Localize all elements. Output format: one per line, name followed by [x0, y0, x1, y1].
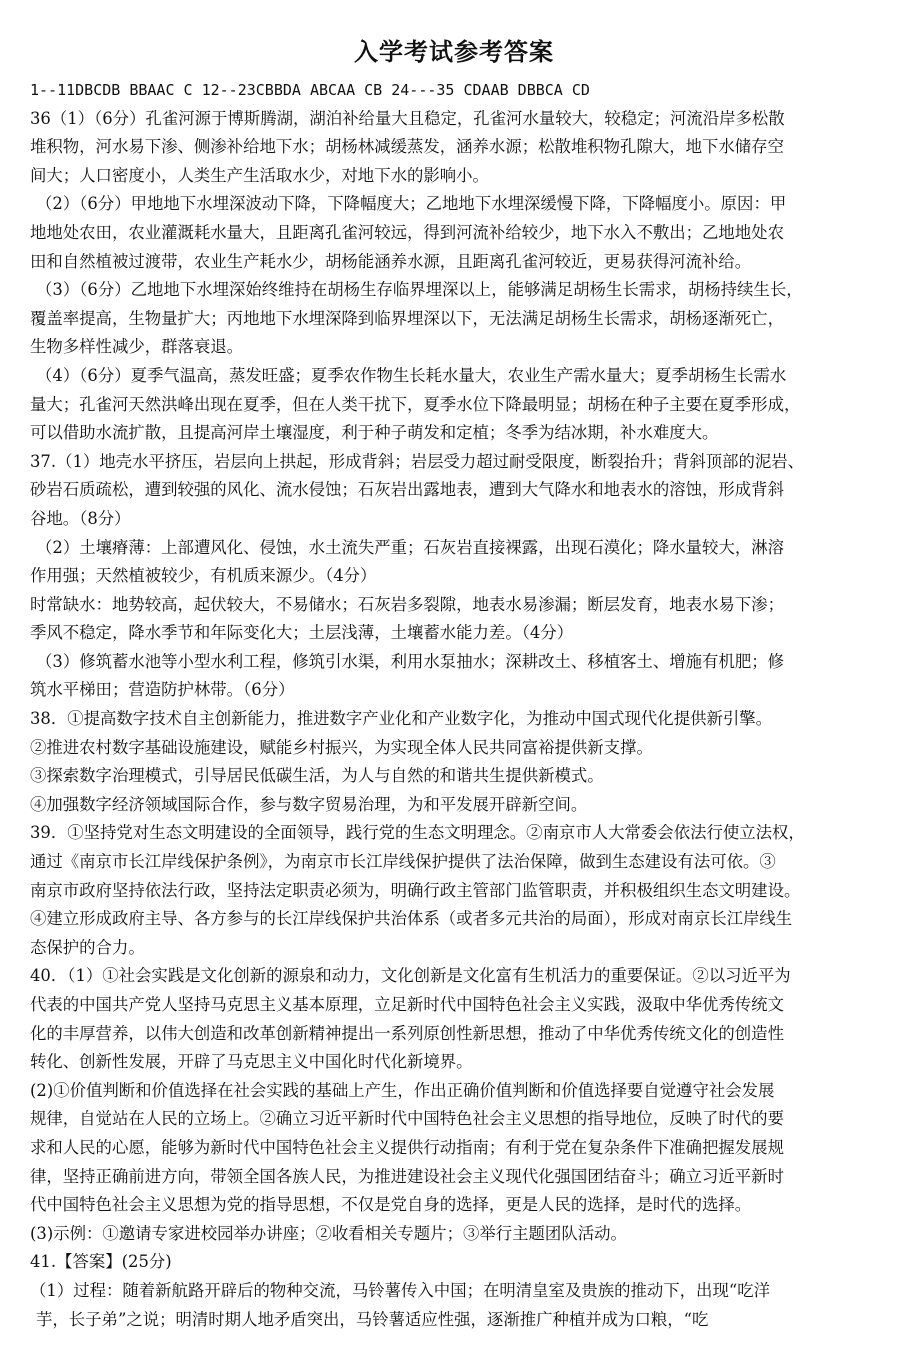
text-line: 生物多样性减少，群落衰退。 — [30, 337, 244, 357]
text-line: ④加强数字经济领域国际合作，参与数字贸易治理，为和平发展开辟新空间。 — [30, 794, 588, 814]
text-line: 量大；孔雀河天然洪峰出现在夏季，但在人类干扰下，夏季水位下降最明显；胡杨在种子主要在夏季形成， — [30, 394, 801, 414]
text-line: （4）（6分）夏季气温高，蒸发旺盛；夏季农作物生长耗水量大，农业生产需水量大；夏季胡杨生长需水 — [36, 365, 787, 385]
text-line: 代中国特色社会主义思想为党的指导思想，不仅是党自身的选择，更是人民的选择，是时代的选择。 — [30, 1195, 752, 1215]
text-line: ②推进农村数字基础设施建设，赋能乡村振兴，为实现全体人民共同富裕提供新支撑。 — [30, 737, 653, 757]
text-line: (2)①价值判断和价值选择在社会实践的基础上产生，作出正确价值判断和价值选择要自觉遵守社会发展 — [30, 1080, 775, 1100]
text-line: 转化、创新性发展，开辟了马克思主义中国化时代化新境界。 — [30, 1052, 473, 1072]
text-line: 间大；人口密度小，人类生产生活取水少，对地下水的影响小。 — [30, 165, 489, 185]
text-line: 时常缺水：地势较高，起伏较大，不易储水；石灰岩多裂隙，地表水易渗漏；断层发育，地表水易下渗； — [30, 594, 784, 614]
text-line: 40．（1）①社会实践是文化创新的源泉和动力，文化创新是文化富有生机活力的重要保证。②以习近平为 — [30, 966, 791, 986]
text-line: 化的丰厚营养，以伟大创造和改革创新精神提出一系列原创性新思想，推动了中华优秀传统文化的创造性 — [30, 1023, 784, 1043]
text-line: 筑水平梯田；营造防护林带。（6分） — [30, 680, 295, 700]
text-line: 态保护的合力。 — [30, 937, 145, 957]
text-line: ③探索数字治理模式，引导居民低碳生活，为人与自然的和谐共生提供新模式。 — [30, 766, 604, 786]
text-line: 37.（1）地壳水平挤压，岩层向上拱起，形成背斜；岩层受力超过耐受限度，断裂抬升；背斜顶部的泥岩、 — [30, 451, 805, 471]
text-line: 律，坚持正确前进方向，带领全国各族人民，为推进建设社会主义现代化强国团结奋斗；确立习近平新时 — [30, 1166, 784, 1186]
text-line: 堆积物，河水易下渗、侧渗补给地下水；胡杨林减缓蒸发，涵养水源；松散堆积物孔隙大，地下水储存空 — [30, 137, 784, 157]
text-line: （3）（6分）乙地地下水埋深始终维持在胡杨生存临界埋深以上，能够满足胡杨生长需求，胡杨持续生长， — [36, 280, 803, 300]
text-line: 通过《南京市长江岸线保护条例》，为南京市长江岸线保护提供了法治保障，做到生态建设有法可依。③ — [30, 852, 776, 872]
answer-body — [30, 76, 878, 1334]
text-line: （2）土壤瘠薄：上部遭风化、侵蚀，水土流失严重；石灰岩直接裸露，出现石漠化；降水量较大，淋溶 — [36, 537, 785, 557]
text-line: 36（1）（6分）孔雀河源于博斯腾湖，湖泊补给量大且稳定，孔雀河水量较大，较稳定；河流沿岸多松散 — [30, 108, 785, 128]
text-line: 地地处农田，农业灌溉耗水量大，且距离孔雀河较远，得到河流补给较少，地下水入不敷出；乙地地处农 — [30, 222, 784, 242]
text-line: 可以借助水流扩散，且提高河岸土壤湿度，利于种子萌发和定植；冬季为结冰期，补水难度大。 — [30, 423, 719, 443]
text-line: 41.【答案】(25分) — [30, 1252, 172, 1272]
text-line: (3)示例：①邀请专家进校园举办讲座；②收看相关专题片；③举行主题团队活动。 — [30, 1223, 627, 1243]
text-line: 覆盖率提高，生物量扩大；丙地地下水埋深降到临界埋深以下，无法满足胡杨生长需求，胡杨逐渐死亡， — [30, 308, 784, 328]
text-line: ④建立形成政府主导、各方参与的长江岸线保护共治体系（或者多元共治的局面），形成对南京长江岸线生 — [30, 909, 793, 929]
text-line: 39．①坚持党对生态文明建设的全面领导，践行党的生态文明理念。②南京市人大常委会依法行使立法权， — [30, 823, 805, 843]
text-line: 求和人民的心愿，能够为新时代中国特色社会主义提供行动指南；有利于党在复杂条件下准确把握发展规 — [30, 1137, 784, 1157]
text-line: 芋，长子弟”之说；明清时期人地矛盾突出，马铃薯适应性强，逐渐推广种植并成为口粮，“吃 — [36, 1309, 709, 1329]
page-title: 入学考试参考答案 — [354, 38, 554, 66]
text-line: 砂岩石质疏松，遭到较强的风化、流水侵蚀；石灰岩出露地表，遭到大气降水和地表水的溶蚀，形成背斜 — [30, 480, 784, 500]
text-line: （1）过程：随着新航路开辟后的物种交流，马铃薯传入中国；在明清皇室及贵族的推动下，出现“吃洋 — [30, 1280, 770, 1300]
text-line: 季风不稳定，降水季节和年际变化大；土层浅薄，土壤蓄水能力差。（4分） — [30, 623, 574, 643]
text-line: 田和自然植被过渡带，农业生产耗水少，胡杨能涵养水源，且距离孔雀河较近，更易获得河流补给。 — [30, 251, 752, 271]
text-line: 作用强；天然植被较少，有机质来源少。（4分） — [30, 566, 377, 586]
text-line: 谷地。（8分） — [30, 508, 131, 528]
text-line: 规律，自觉站在人民的立场上。②确立习近平新时代中国特色社会主义思想的指导地位，反映了时代的要 — [30, 1109, 784, 1129]
text-line: 南京市政府坚持依法行政，坚持法定职责必须为，明确行政主管部门监管职责，并积极组织生态文明建设。 — [30, 880, 801, 900]
text-line: 代表的中国共产党人坚持马克思主义基本原理，立足新时代中国特色社会主义实践，汲取中华优秀传统文 — [30, 995, 784, 1014]
text-line: 1--11DBCDB BBAAC C 12--23CBBDA ABCAA CB 24---35 CDAAB DBBCA CD — [30, 81, 590, 99]
text-line: （3）修筑蓄水池等小型水利工程，修筑引水渠，利用水泵抽水；深耕改土、移植客土、增施有机肥；修 — [36, 651, 785, 671]
text-line: （2）（6分）甲地地下水埋深波动下降，下降幅度大；乙地地下水埋深缓慢下降，下降幅度小。原因：甲 — [36, 194, 787, 214]
text-line: 38．①提高数字技术自主创新能力，推进数字产业化和产业数字化，为推动中国式现代化提供新引擎。 — [30, 709, 773, 729]
